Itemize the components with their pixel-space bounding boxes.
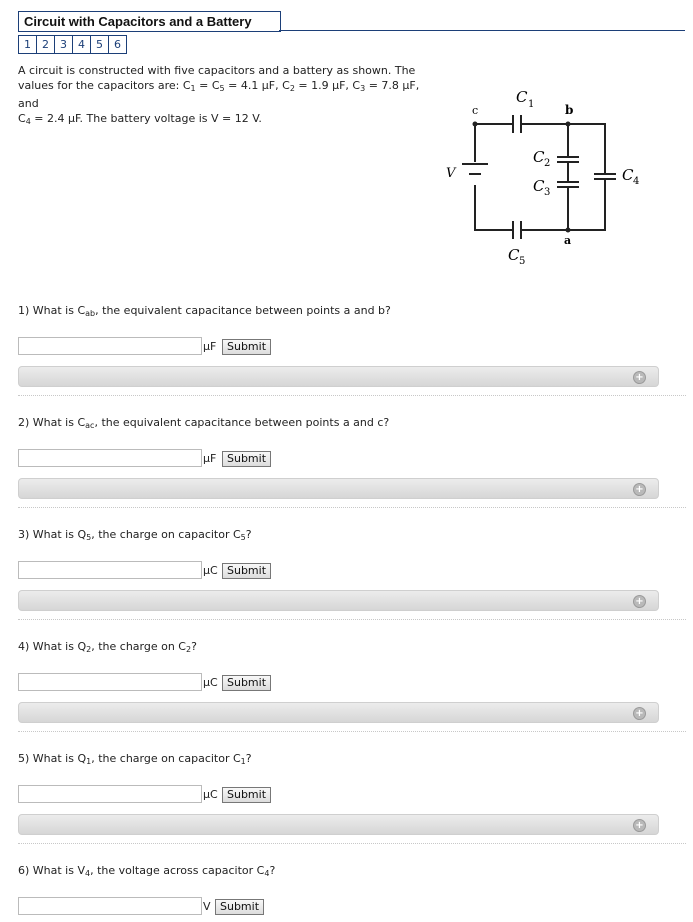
divider — [18, 731, 686, 732]
unit-label-4: μC — [203, 676, 218, 689]
title-rule — [279, 30, 685, 31]
question-5: 5) What is $Q_1$, the charge on capacitor $C_1$? — [18, 752, 252, 766]
label-c2-sub: 2 — [544, 158, 551, 169]
node-b — [566, 122, 571, 127]
plus-circle-icon[interactable]: + — [633, 483, 646, 496]
unit-label-5: μC — [203, 788, 218, 801]
unit-label-3: μC — [203, 564, 218, 577]
label-c3: C — [533, 177, 545, 195]
submit-button-1[interactable]: Submit — [222, 339, 271, 355]
feedback-bar-5[interactable] — [18, 814, 659, 835]
label-c4: C — [622, 166, 634, 184]
answer-input-3[interactable] — [18, 561, 202, 579]
submit-button-2[interactable]: Submit — [222, 451, 271, 467]
question-tabs — [18, 35, 127, 54]
answer-input-4[interactable] — [18, 673, 202, 691]
label-v: V — [446, 166, 456, 181]
label-b: b — [565, 103, 574, 117]
answer-input-1[interactable] — [18, 337, 202, 355]
submit-button-6[interactable]: Submit — [215, 899, 264, 915]
feedback-bar-4[interactable] — [18, 702, 659, 723]
node-a — [566, 228, 571, 233]
feedback-bar-3[interactable] — [18, 590, 659, 611]
unit-label-2: μF — [203, 452, 217, 465]
plus-circle-icon[interactable]: + — [633, 371, 646, 384]
submit-button-4[interactable]: Submit — [222, 675, 271, 691]
label-c4-sub: 4 — [633, 176, 640, 187]
intro-line-1: A circuit is constructed with five capacitors and a battery as shown. The — [18, 64, 416, 77]
answer-input-6[interactable] — [18, 897, 202, 915]
tab-3[interactable]: 3 — [55, 36, 73, 53]
question-4: 4) What is $Q_2$, the charge on $C_2$? — [18, 640, 197, 654]
title-box — [18, 11, 281, 32]
divider — [18, 507, 686, 508]
page-title: Circuit with Capacitors and a Battery — [24, 14, 252, 29]
label-c3-sub: 3 — [544, 187, 551, 198]
label-c5: C — [508, 246, 520, 264]
question-2: 2) What is $C_{ac}$, the equivalent capacitance between points a and c? — [18, 416, 390, 430]
tab-4[interactable]: 4 — [73, 36, 91, 53]
question-3: 3) What is $Q_5$, the charge on capacitor $C_5$? — [18, 528, 252, 542]
label-c1: C — [516, 88, 528, 106]
question-1: 1) What is $C_{ab}$, the equivalent capacitance between points a and b? — [18, 304, 391, 318]
tab-2[interactable]: 2 — [37, 36, 55, 53]
problem-statement: A circuit is constructed with five capacitors and a battery as shown. The values for the capacitors are: $C_1 = C_5 = 4.1$ μF, $C_2 = 1.9$ μF, $C_3 = 7.8$ μF, and $C_4 = 2.4$ μF. The battery voltage is V = 12 V. — [18, 64, 420, 126]
label-c5-sub: 5 — [519, 256, 526, 267]
tab-6[interactable]: 6 — [114, 38, 121, 51]
divider — [18, 395, 686, 396]
submit-button-3[interactable]: Submit — [222, 563, 271, 579]
feedback-bar-1[interactable] — [18, 366, 659, 387]
label-c: c — [472, 104, 479, 117]
tab-1[interactable]: 1 — [19, 36, 37, 53]
label-c2: C — [533, 148, 545, 166]
feedback-bar-2[interactable] — [18, 478, 659, 499]
question-6: 6) What is $V_4$, the voltage across capacitor $C_4$? — [18, 864, 276, 878]
divider — [18, 619, 686, 620]
plus-circle-icon[interactable]: + — [633, 707, 646, 720]
tab-5[interactable]: 5 — [91, 36, 109, 53]
label-a: a — [564, 234, 572, 247]
plus-circle-icon[interactable]: + — [633, 819, 646, 832]
circuit-diagram — [440, 80, 680, 270]
label-c1-sub: 1 — [528, 99, 535, 110]
unit-label-1: μF — [203, 340, 217, 353]
answer-input-2[interactable] — [18, 449, 202, 467]
divider — [18, 843, 686, 844]
answer-input-5[interactable] — [18, 785, 202, 803]
submit-button-5[interactable]: Submit — [222, 787, 271, 803]
node-c — [473, 122, 478, 127]
plus-circle-icon[interactable]: + — [633, 595, 646, 608]
unit-label-6: V — [203, 900, 211, 913]
